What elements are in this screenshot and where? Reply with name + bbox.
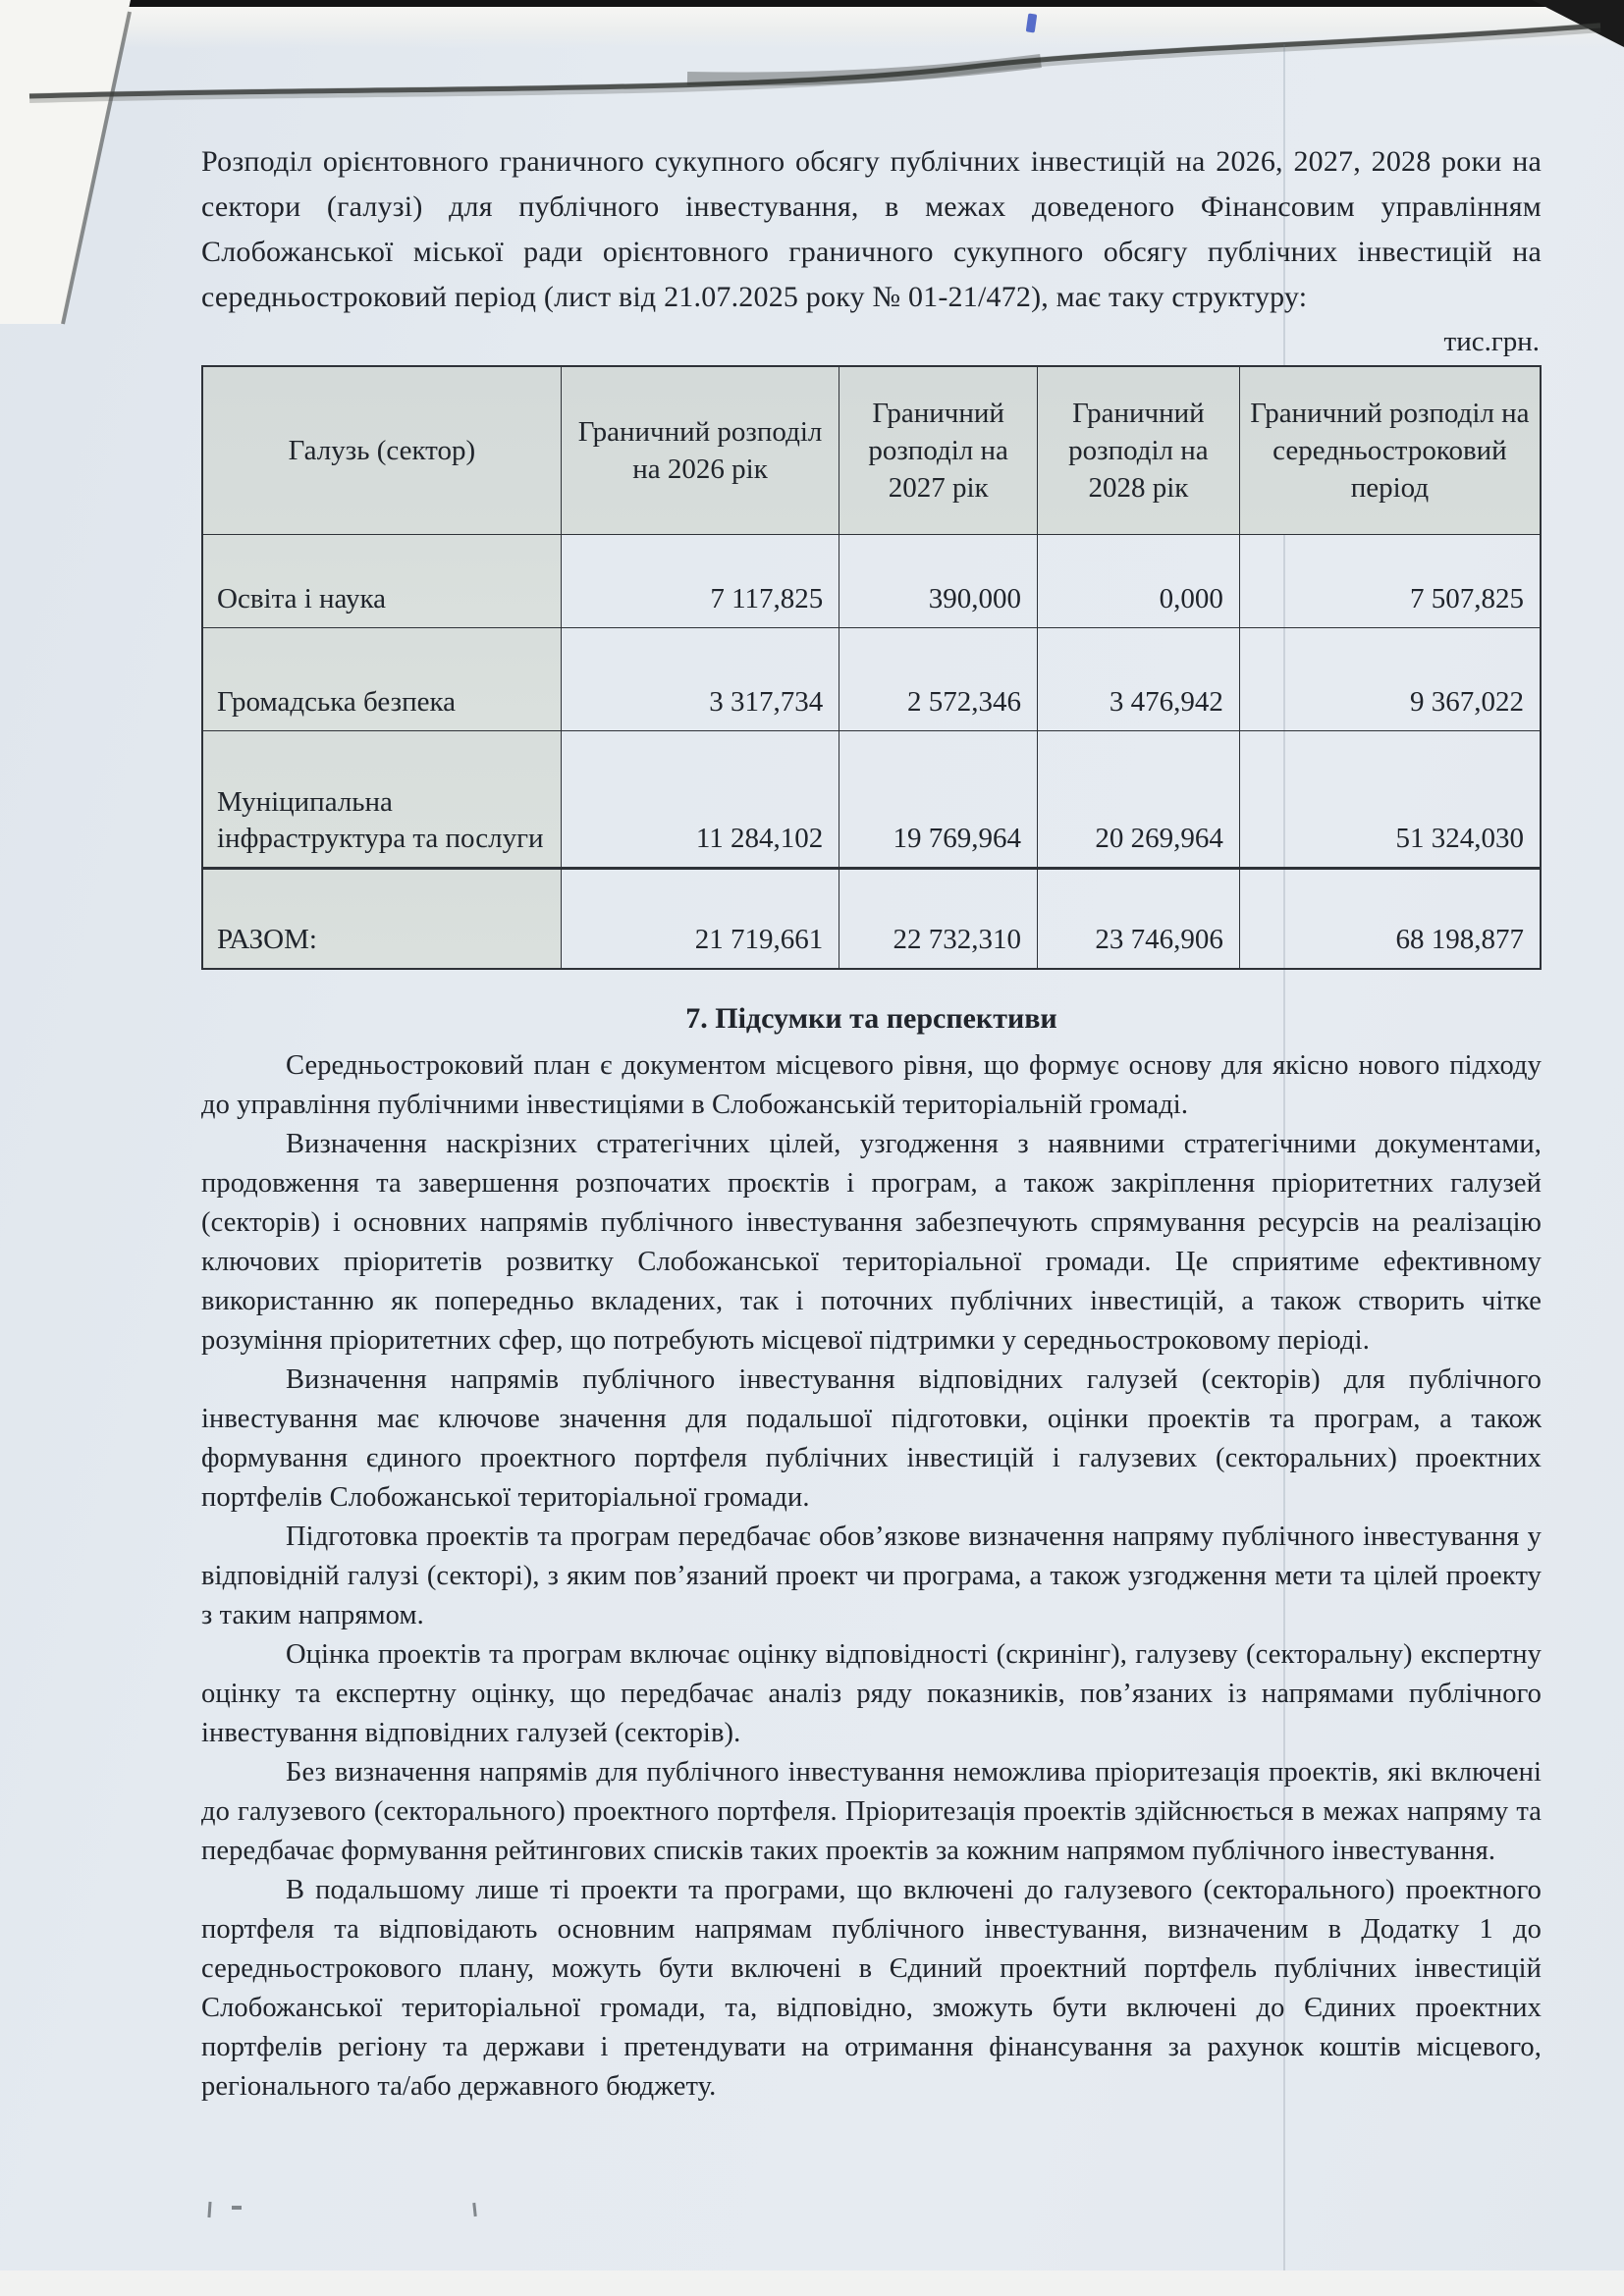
value-2027: 2 572,346 (839, 628, 1038, 731)
allocation-table (201, 365, 1542, 970)
paragraph-5: Оцінка проектів та програм включає оцінку відповідності (скринінг), галузеву (секторальну) експертну оцінку та експертну оцінку, що передбачає аналіз ряду показників, пов’язаних із напрямами публічного інвестування відповідних галузей (секторів). (201, 1639, 1542, 1748)
value-2026: 7 117,825 (561, 535, 839, 628)
value-medium-term: 68 198,877 (1239, 869, 1541, 970)
value-2026: 11 284,102 (561, 731, 839, 869)
paragraph-4: Підготовка проектів та програм передбачає обов’язкове визначення напряму публічного інвестування у відповідній галузі (секторі), з яким пов’язаний проект чи програма, а також узгодження мети та цілей проекту з таким напрямом. (201, 1522, 1542, 1630)
paragraph-1: Середньостроковий план є документом місцевого рівня, що формує основу для якісно нового підходу до управління публічними інвестиціями в Слобожанській територіальній громаді. (201, 1050, 1542, 1120)
paragraph-6: Без визначення напрямів для публічного інвестування неможлива пріоритезація проектів, які включені до галузевого (секторального) проектного портфеля. Пріоритезація проектів здійснюється в межах напряму та передбачає формування рейтингових списків таких проектів за кожним напрямом публічного інвестування. (201, 1757, 1542, 1866)
value-medium-term: 7 507,825 (1239, 535, 1541, 628)
header-cell-sector: Галузь (сектор) (202, 366, 561, 535)
table-row-education (202, 535, 1541, 628)
table-header-row (202, 366, 1541, 535)
sector-label: Громадська безпека (202, 628, 561, 731)
header-cell-2028: Граничний розподіл на 2028 рік (1038, 366, 1240, 535)
sector-label: РАЗОМ: (202, 869, 561, 970)
table-row-municipal-infrastructure (202, 731, 1541, 869)
paragraph-2: Визначення наскрізних стратегічних цілей, узгодження з наявними стратегічними документами, продовження та завершення розпочатих проєктів і програм, а також закріплення пріоритетних галузей (секторів) і основних напрямів публічного інвестування забезпечують спрямування ресурсів на реалізацію ключових пріоритетів розвитку Слобожанської територіальної громади. Це сприятиме ефективному використанню як попередньо вкладених, так і поточних публічних інвестицій, а також створить чітке розуміння пріоритетних сфер, що потребують місцевої підтримки у середньостроковому періоді. (201, 1129, 1542, 1356)
section-heading: 7. Підсумки та перспективи (685, 1002, 1057, 1035)
paragraph-7: В подальшому лише ті проекти та програми, що включені до галузевого (секторального) проектного портфеля та відповідають основним напрямам публічного інвестування, визначеним в Додатку 1 до середньострокового плану, можуть бути включені в Єдиний проектний портфель публічних інвестицій Слобожанської територіальної громади, та, відповідно, зможуть бути включені до Єдиних проектних портфелів регіону та держави і претендувати на отримання фінансування за рахунок коштів місцевого, регіонального та/або державного бюджету. (201, 1875, 1542, 2102)
value-medium-term: 9 367,022 (1239, 628, 1541, 731)
header-cell-2027: Граничний розподіл на 2027 рік (839, 366, 1038, 535)
value-2027: 19 769,964 (839, 731, 1038, 869)
scan-artifact-speck (207, 2202, 211, 2217)
scan-artifact-speck (472, 2203, 476, 2216)
value-2026: 21 719,661 (561, 869, 839, 970)
header-cell-2026: Граничний розподіл на 2026 рік (561, 366, 839, 535)
value-2027: 390,000 (839, 535, 1038, 628)
value-2027: 22 732,310 (839, 869, 1038, 970)
value-2028: 0,000 (1038, 535, 1240, 628)
sector-label: Освіта і наука (202, 535, 561, 628)
scan-artifact-speck (232, 2206, 242, 2210)
header-cell-medium-term: Граничний розподіл на середньостроковий період (1239, 366, 1541, 535)
sector-label: Муніципальна інфраструктура та послуги (202, 731, 561, 869)
table-row-total (202, 869, 1541, 970)
value-2028: 23 746,906 (1038, 869, 1240, 970)
table-row-public-safety (202, 628, 1541, 731)
value-2028: 3 476,942 (1038, 628, 1240, 731)
intro-paragraph: Розподіл орієнтовного граничного сукупного обсягу публічних інвестицій на 2026, 2027, 2028 роки на сектори (галузі) для публічного інвестування, в межах доведеного Фінансовим управлінням Слобожанської міської ради орієнтовного граничного сукупного обсягу публічних інвестицій на середньостроковий період (лист від 21.07.2025 року № 01-21/472), має таку структуру: (201, 145, 1542, 313)
scan-artifact-bottom-edge (0, 2270, 1624, 2296)
value-2026: 3 317,734 (561, 628, 839, 731)
document-body (201, 139, 1542, 2107)
units-label: тис.грн. (1443, 326, 1540, 357)
value-2028: 20 269,964 (1038, 731, 1240, 869)
paragraph-3: Визначення напрямів публічного інвестування відповідних галузей (секторів) для публічного інвестування має ключове значення для подальшої підготовки, оцінки проектів та програм, а також формування єдиного проектного портфеля публічних інвестицій і галузевих (секторальних) проектних портфелів Слобожанської територіальної громади. (201, 1364, 1542, 1513)
value-medium-term: 51 324,030 (1239, 731, 1541, 869)
